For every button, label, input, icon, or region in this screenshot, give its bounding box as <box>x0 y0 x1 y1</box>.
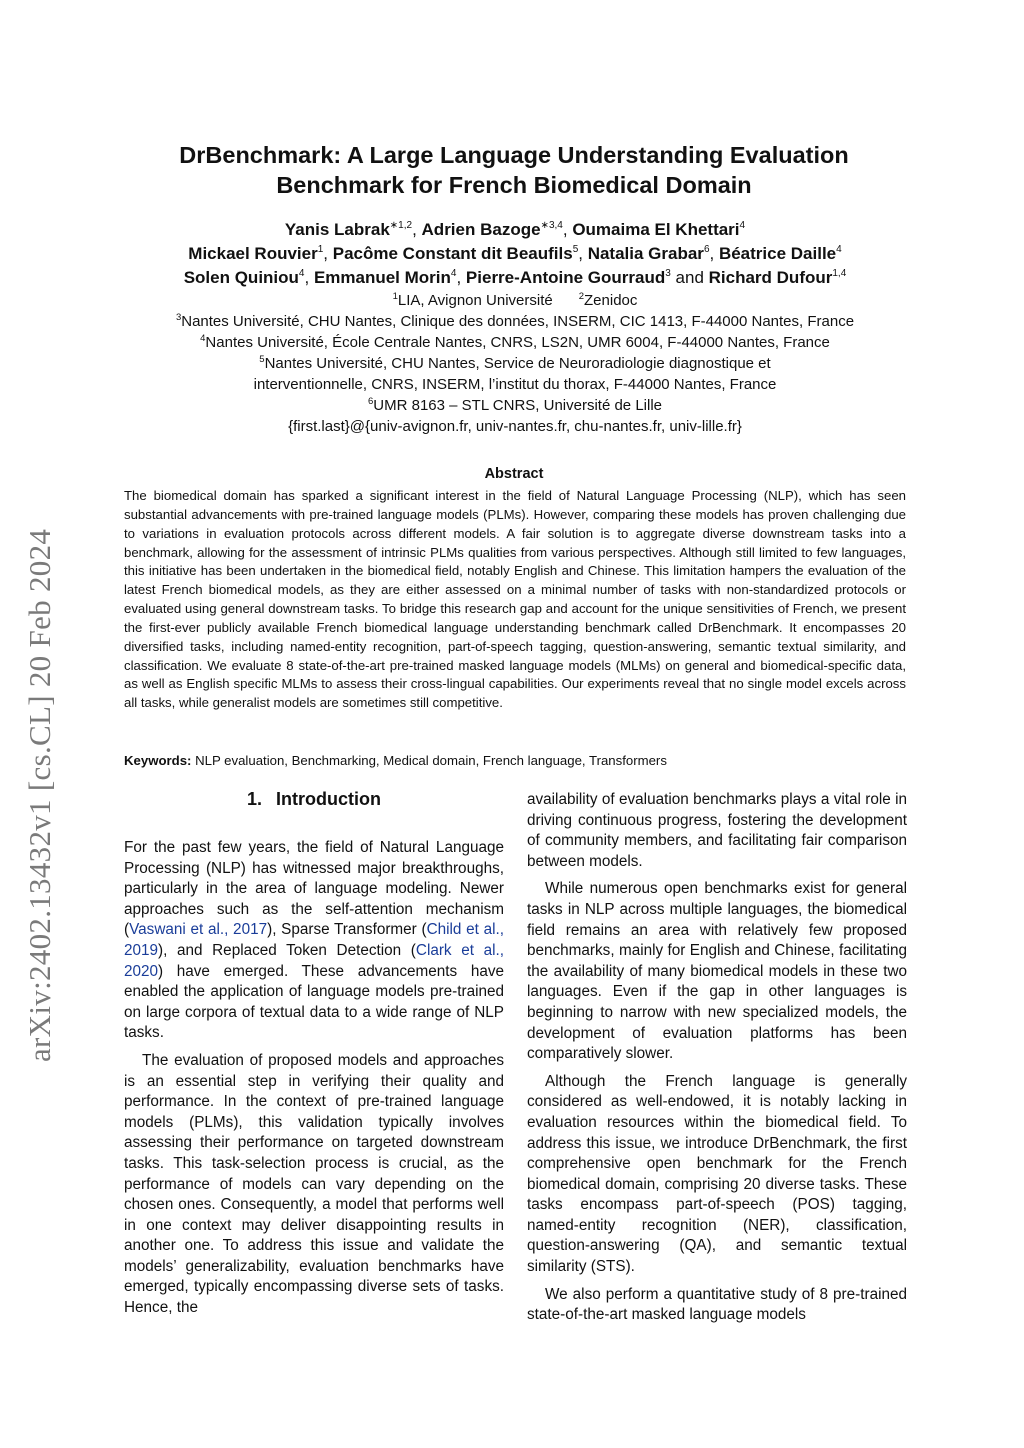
author-affil-sup: 1 <box>317 244 324 255</box>
affil-number: 4 <box>200 333 206 344</box>
author-name: Béatrice Daille <box>718 244 837 263</box>
author-affil-sup: 6 <box>703 244 710 255</box>
affiliation-thorax: interventionnelle, CNRS, INSERM, l’institut du thorax, F-44000 Nantes, France <box>253 376 777 393</box>
keywords-text: NLP evaluation, Benchmarking, Medical domain, French language, Transformers <box>195 753 667 768</box>
author-name: Pacôme Constant dit Beaufils <box>332 244 573 263</box>
author-affil-sup: 1,4 <box>832 268 847 279</box>
intro-paragraph-2: The evaluation of proposed models and approaches is an essential step in verifying their quality and performance. In the context of pre-trained language models (PLMs), this validation typically involves assessing their performance on targeted downstream tasks. This task-selection process is crucial, as the performance of models can vary depending on the chosen ones. Consequently, a model that performs well in one context may deliver disappointing results in another one. To address this issue and validate the models’ generalizability, evaluation benchmarks have emerged, typically encompassing diverse sets of tasks. Hence, the <box>124 1051 504 1317</box>
author-emails: {first.last}@{univ-avignon.fr, univ-nantes.fr, chu-nantes.fr, univ-lille.fr} <box>288 418 742 435</box>
affiliation-line-5 <box>100 353 930 374</box>
affil-number: 1 <box>392 291 398 302</box>
column-left <box>124 790 504 1326</box>
affil-number: 2 <box>578 291 585 302</box>
affiliation-line-5b <box>100 374 930 395</box>
affiliation-line-6 <box>100 395 930 416</box>
intro-paragraph-5: Although the French language is generally considered as well-endowed, it is notably lacking in evaluation resources within the biomedical field. To address this issue, we introduce DrBenchmark, the first comprehensive open benchmark for the French biomedical domain, comprising 20 diverse tasks. These tasks encompass part-of-speech (POS) tagging, named-entity recognition (NER), classification, question-answering (QA), and semantic textual similarity (STS). <box>527 1072 907 1276</box>
affil-number: 6 <box>367 396 374 407</box>
author-line-1: Yanis Labrak$^{∗1,2}$, Adrien Bazoge$^{∗3,4}$, Oumaima El Khettari$^4$ <box>284 220 746 239</box>
author-affil-sup: 4 <box>450 268 457 279</box>
author-affil-sup: 3 <box>665 268 671 279</box>
affiliation-neuroradiologie: Nantes Université, CHU Nantes, Service de Neuroradiologie diagnostique et <box>264 355 771 372</box>
intro-paragraph-3: availability of evaluation benchmarks plays a vital role in driving continuous progress, fostering the development of community members, and facilitating fair comparison between models. <box>527 791 907 870</box>
arxiv-identifier-stamp: arXiv:2402.13432v1 [cs.CL] 20 Feb 2024 <box>22 528 57 1062</box>
affil-number: 5 <box>259 354 265 365</box>
author-name: Yanis Labrak <box>284 220 390 239</box>
author-name: Solen Quiniou <box>183 268 299 287</box>
affiliation-line-1 <box>100 290 930 311</box>
citation-link[interactable]: Vaswani et al., 2017 <box>129 921 268 939</box>
equal-contribution-mark: ∗ <box>389 220 399 231</box>
section-heading-introduction <box>124 790 504 816</box>
citation-link[interactable]: Clark et al., 2020 <box>124 941 504 980</box>
affiliation-zenidoc: Zenidoc <box>584 292 638 309</box>
author-name: Adrien Bazoge <box>421 220 541 239</box>
author-name: Oumaima El Khettari <box>572 220 740 239</box>
paragraph-text: For the past few years, the field of Natural Language Processing (NLP) has witnessed major breakthroughs, particularly in the area of language modeling. Newer approaches such as the self-attention mechanism ( <box>124 839 504 939</box>
column-right <box>527 790 907 1333</box>
author-list <box>100 218 930 290</box>
author-affil-sup: 4 <box>836 244 842 255</box>
affiliation-line-3 <box>100 311 930 332</box>
affiliation-line-4 <box>100 332 930 353</box>
affiliation-ls2n: Nantes Université, École Centrale Nantes, CNRS, LS2N, UMR 6004, F-44000 Nantes, France <box>205 334 830 351</box>
paper-title <box>124 140 904 200</box>
author-line-2: Mickael Rouvier$^1$, Pacôme Constant dit Beaufils$^5$, Natalia Grabar$^6$, Béatrice Daille$^4$ <box>188 244 842 263</box>
paragraph-text: ), Sparse Transformer ( <box>267 921 427 939</box>
affiliation-list <box>100 290 930 437</box>
abstract-text: The biomedical domain has sparked a significant interest in the field of Natural Language Processing (NLP), which has seen substantial advancements with pre-trained language models (PLMs). However, comparing these models has proven challenging due to variations in evaluation protocols across different models. A fair solution is to aggregate diverse downstream tasks into a benchmark, allowing for the assessment of intrinsic PLMs qualities from various perspectives. Although still limited to few languages, this initiative has been undertaken in the biomedical field, notably English and Chinese. This limitation hampers the evaluation of the latest French biomedical models, as they are either assessed on a minimal number of tasks with non-standardized protocols or evaluated using general downstream tasks. To bridge this research gap and account for the unique sensitivities of French, we present the first-ever publicly available French biomedical language understanding benchmark called DrBenchmark. It encompasses 20 diversified tasks, including named-entity recognition, part-of-speech tagging, question-answering, semantic textual similarity, and classification. We evaluate 8 state-of-the-art pre-trained masked language models (MLMs) on general and biomedical-specific data, as well as English specific MLMs to assess their cross-lingual capabilities. Our experiments reveal that no single model excels across all tasks, while generalist models are sometimes still competitive. <box>124 488 906 711</box>
intro-paragraph-1 <box>124 838 504 1044</box>
keywords-label: Keywords: <box>124 753 192 768</box>
author-name: Mickael Rouvier <box>188 244 318 263</box>
paragraph-text: ), and Replaced Token Detection ( <box>158 941 416 959</box>
author-name: Emmanuel Morin <box>313 268 451 287</box>
affiliation-chu-nantes: Nantes Université, CHU Nantes, Clinique des données, INSERM, CIC 1413, F-44000 Nantes, France <box>181 313 855 330</box>
paragraph-text: ) have emerged. These advancements have enabled the application of language models pre-trained on large corpora of textual data to a wide range of NLP tasks. <box>124 962 504 1042</box>
citation-link[interactable]: Child et al., 2019 <box>124 921 504 959</box>
title-line-2: Benchmark for French Biomedical Domain <box>276 172 752 198</box>
author-name: Natalia Grabar <box>587 244 704 263</box>
section-number: 1. <box>247 789 263 809</box>
affiliation-stl: UMR 8163 – STL CNRS, Université de Lille <box>373 397 663 414</box>
keywords <box>124 751 906 770</box>
affil-number: 3 <box>175 312 182 323</box>
equal-contribution-mark: ∗ <box>540 220 549 231</box>
author-name: Richard Dufour <box>708 268 833 287</box>
intro-paragraph-4: While numerous open benchmarks exist for general tasks in NLP across multiple languages, the biomedical field remains an area with relatively few proposed benchmarks, mainly for English and Chinese, facilitating the availability of many biomedical models in these two languages. Even if the gap in other languages is beginning to narrow with new specialized models, the development of evaluation platforms has been comparatively slower. <box>527 880 907 1063</box>
author-affil-sup: 3,4 <box>548 220 563 231</box>
author-line-3: Solen Quiniou$^4$, Emmanuel Morin$^4$, Pierre-Antoine Gourraud$^3$ and Richard Dufour$^{1,4}$ <box>183 268 847 287</box>
abstract-heading: Abstract <box>484 466 544 482</box>
title-line-1: DrBenchmark: A Large Language Understanding Evaluation <box>179 142 849 168</box>
section-title: Introduction <box>276 789 381 809</box>
author-affil-sup: 5 <box>572 244 579 255</box>
intro-paragraph-6: We also perform a quantitative study of 8 pre-trained state-of-the-art masked language models <box>527 1285 907 1324</box>
author-conjunction: and <box>675 268 704 287</box>
author-affil-sup: 4 <box>739 220 746 231</box>
author-affil-sup: 4 <box>298 268 305 279</box>
author-name: Pierre-Antoine Gourraud <box>465 268 666 287</box>
affiliation-lia: LIA, Avignon Université <box>397 292 553 309</box>
author-affil-sup: 1,2 <box>398 220 413 231</box>
